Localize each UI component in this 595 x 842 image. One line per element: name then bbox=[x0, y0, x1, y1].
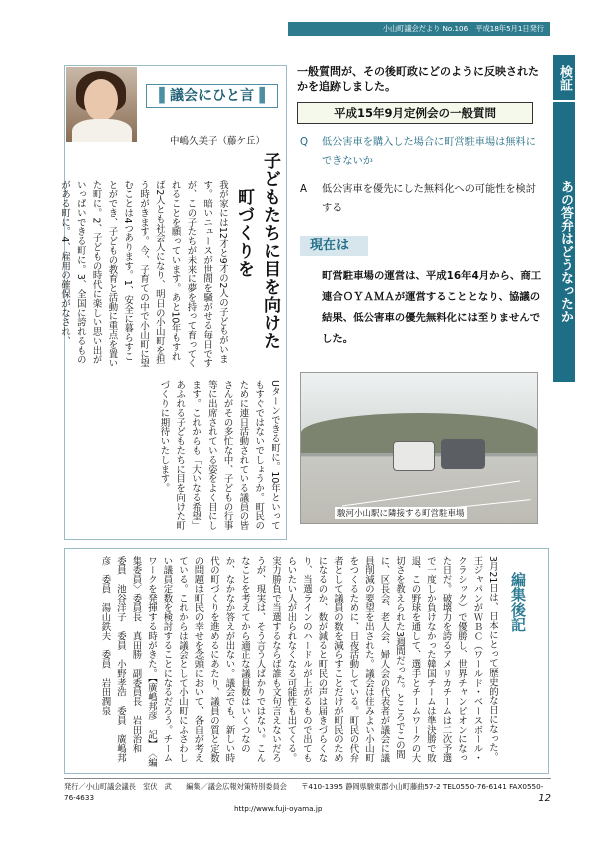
page-number: 12 bbox=[538, 793, 551, 804]
answer bbox=[300, 180, 540, 218]
editor-heading: 編集後記 bbox=[509, 572, 527, 632]
question bbox=[300, 133, 540, 171]
side-title: あの答弁はどうなったか bbox=[553, 102, 575, 382]
a-text: 低公害車を優先にした無料化への可能性を検討する bbox=[322, 184, 536, 214]
a-label: A bbox=[300, 184, 307, 195]
opinion-body-bottom: Uターンできる町に。10年といってもすぐではないでしょうか。町民のために連日活動されている議員の皆さんがその多忙な中、子どもの行事等に出席されている姿をよく目にします。これからも「大いなる希望」あふれる子どもたちに目を向けた町づくりに期待いたします。 bbox=[158, 380, 280, 531]
footer-url[interactable]: http://www.fuji-oyama.jp bbox=[234, 804, 323, 813]
q-text: 低公害車を購入した場合に町営駐車場は無料にできないか bbox=[322, 137, 536, 167]
editor-body: 3月21日は、日本にとって歴史的な日になった。王ジャパンがＷＢＣ（ワールド・ベースボール・クラシック）で優勝し、世界チャンピオンになった日だ。破壊力を誇るアメリカチームは二次予選で一度しか負けなかった韓国チームは準決勝で敗退、この野球を通して、選手とチームワークの大切さを教えられた3週間だった。ところでこの間に、区長会、老人会、婦人会の代表者が議会に議員削減の要望を出された。議会は住みよい小山町をつくるために、日夜活動している。町民の代弁者として議員の数を減らすことだけが町民のためになるのか、数が減ると町民の声は届きづらくなり、当選ラインのハードルが上がるもので出てもらいたい人が出られなくなる可能性も出てくる。実力勝負で当選するならば誰も文句言えないだろうが、現実は、そう言う人ばかりではない。こんなことを考えてから適正な議員数はいくつなのか、なかなか答えが出ない。議会でも、新しい時代の町づくりを進めるにあたり、議員の質と定数の問題は町民の幸せを念頭において、各自が考えている。これからは議会として小山町にふさわしい議員定数を検討することになるだろう。チームワークを発揮する時がきた。【廣嶋邦彦 記】 〈編集委員〉委員長 真田勝 副委員長 岩田治和 委員 池谷洋子 委員 小野孝浩 委員 廣嶋邦彦 委員 湯山鉄夫 委員 岩田潤泉 bbox=[99, 556, 498, 768]
kenshou-label: 検証 bbox=[553, 55, 575, 100]
genzai-label: 現在は bbox=[300, 236, 368, 256]
section-title: ▌議会にひと言▐ bbox=[146, 84, 278, 108]
topic-box: 平成15年9月定例会の一般質問 bbox=[297, 102, 533, 124]
author-photo bbox=[66, 67, 137, 142]
intro-text: 一般質問が、その後町政にどのように反映されたかを追跡しました。 bbox=[297, 65, 539, 93]
author-name: 中嶋久美子（藤ケ丘） bbox=[170, 136, 266, 147]
genzai-text: 町営駐車場の運営は、平成16年4月から、商工連合ＯＹＡＭＡが運営することとなり、協議の結果、低公害車の優先無料化には至りませんでした。 bbox=[322, 270, 542, 345]
issue-header: 小山町議会だより No.106 平成18年5月1日発行 bbox=[288, 22, 550, 36]
opinion-body-top: 我が家には12才と9才の2人の子どもがいます。暗いニュースが世間を騒がせる毎日ですが、この子たちが未来に夢を持って育ってくれることを願っています。あと10年もすれば2人とも社会人になり、明日の小山町を担う時がきます。今、子育ての中で小山町に望むことは4つあります。1、安全に暮らすことができ、子どもの教育と活動に重点を置いた町に。2、子どもの時代に楽しい思い出がいっぱいできる町に。3、全国に誇れるものがある町に。4、雇用の確保がなされ、 bbox=[59, 180, 228, 368]
q-label: Q bbox=[300, 137, 309, 148]
photo-caption: 駿河小山駅に隣接する町営駐車場 bbox=[337, 509, 465, 519]
footer bbox=[64, 778, 551, 814]
headline-1: 子どもたちに目を向けた bbox=[260, 152, 280, 350]
headline-2: 町づくりを bbox=[234, 188, 254, 278]
footer-publisher: 発行／小山町議会議長 室伏 武 編集／議会広報対策特別委員会 〒410-1395 静岡県駿東郡小山町藤曲57-2 TEL0550-76-6141 FAX0550-76-4633 bbox=[64, 782, 544, 802]
parking-photo bbox=[300, 372, 538, 524]
